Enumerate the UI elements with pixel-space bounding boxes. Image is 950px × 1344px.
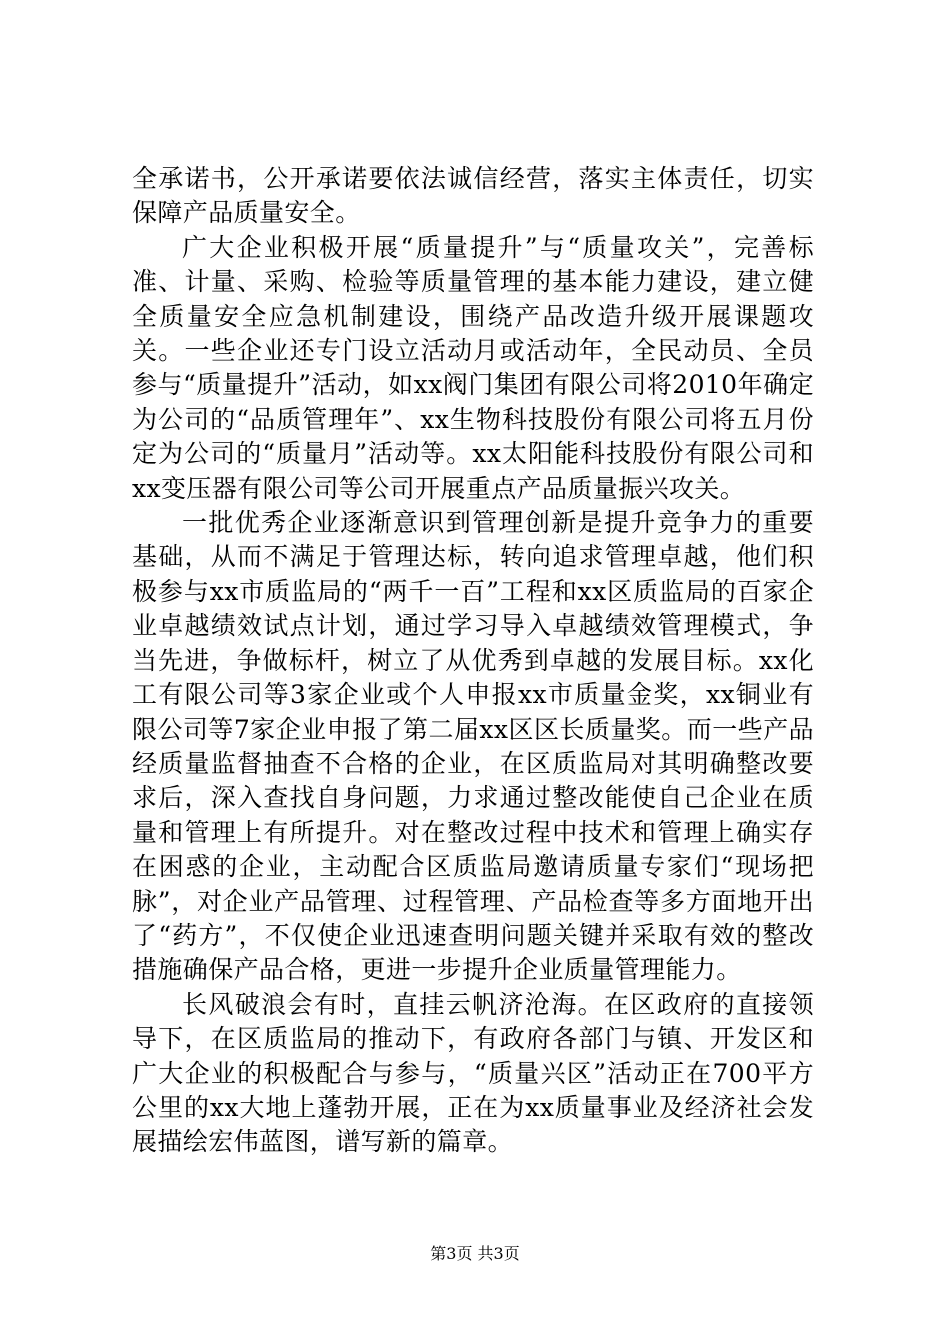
document-body bbox=[132, 162, 814, 1160]
paragraph-conclusion: 长风破浪会有时，直挂云帆济沧海。在区政府的直接领导下，在区质监局的推动下，有政府各部门与镇、开发区和广大企业的积极配合与参与，“质量兴区”活动正在700平方公里的xx大地上蓬勃开展，正在为xx质量事业及经济社会发展描绘宏伟蓝图，谱写新的篇章。 bbox=[132, 989, 814, 1157]
paragraph-continuation: 全承诺书，公开承诺要依法诚信经营，落实主体责任，切实保障产品质量安全。 bbox=[132, 164, 814, 228]
paragraph-quality-improvement: 广大企业积极开展“质量提升”与“质量攻关”，完善标准、计量、采购、检验等质量管理的基本能力建设，建立健全质量安全应急机制建设，围绕产品改造升级开展课题攻关。一些企业还专门设立活动月或活动年，全民动员、全员参与“质量提升”活动，如xx阀门集团有限公司将2010年确定为公司的“品质管理年”、xx生物科技股份有限公司将五月份定为公司的“质量月”活动等。xx太阳能科技股份有限公司和xx变压器有限公司等公司开展重点产品质量振兴攻关。 bbox=[132, 232, 814, 503]
paragraph-management-innovation: 一批优秀企业逐渐意识到管理创新是提升竞争力的重要基础，从而不满足于管理达标，转向追求管理卓越，他们积极参与xx市质监局的“两千一百”工程和xx区质监局的百家企业卓越绩效试点计划，通过学习导入卓越绩效管理模式，争当先进，争做标杆，树立了从优秀到卓越的发展目标。xx化工有限公司等3家企业或个人申报xx市质量金奖，xx铜业有限公司等7家企业申报了第二届xx区区长质量奖。而一些产品经质量监督抽查不合格的企业，在区质监局对其明确整改要求后，深入查找自身问题，力求通过整改能使自己企业在质量和管理上有所提升。对在整改过程中技术和管理上确实存在困惑的企业，主动配合区质监局邀请质量专家们“现场把脉”，对企业产品管理、过程管理、产品检查等多方面地开出了“药方”，不仅使企业迅速查明问题关键并采取有效的整改措施确保产品合格，更进一步提升企业质量管理能力。 bbox=[132, 508, 814, 985]
page-footer: 第3页 共3页 bbox=[430, 1244, 520, 1263]
